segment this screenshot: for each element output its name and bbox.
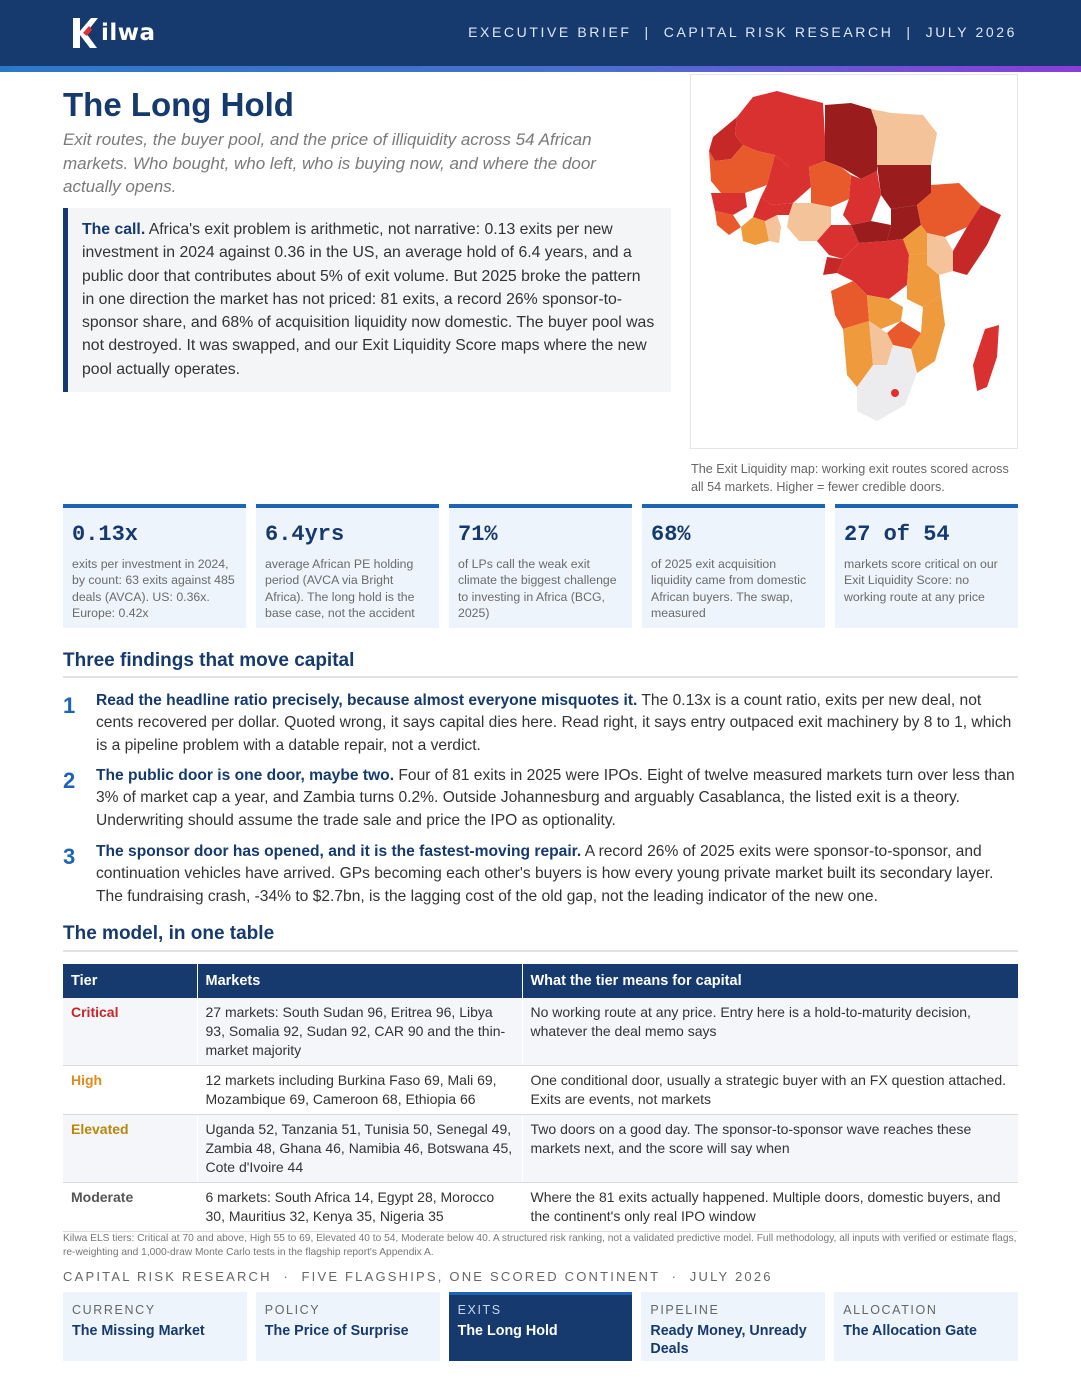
model-heading: The model, in one table <box>63 923 275 944</box>
tier-meaning: No working route at any price. Entry here is a hold-to-maturity decision, whatever the deal memo says <box>522 998 1018 1066</box>
stat-card <box>256 504 439 628</box>
finding-item <box>63 690 1018 757</box>
brand-logo[interactable] <box>70 14 156 52</box>
model-table <box>63 964 1018 1232</box>
map-region-egypt <box>871 109 937 165</box>
stat-value: 0.13x <box>72 522 139 547</box>
finding-number: 1 <box>63 693 76 718</box>
header-accent-stripe <box>0 66 1081 72</box>
flagship-title: The Allocation Gate <box>843 1323 977 1339</box>
map-region-lesotho-marker <box>891 389 899 397</box>
finding-lead: Read the headline ratio precisely, because almost everyone misquotes it. <box>96 692 638 709</box>
finding-item <box>63 765 1018 832</box>
map-region-cote-divoire <box>741 217 769 245</box>
stat-card <box>642 504 825 628</box>
table-row <box>63 1066 1018 1115</box>
flagship-category: CURRENCY <box>72 1303 156 1317</box>
column-header-tier: Tier <box>63 964 197 998</box>
tier-meaning: Two doors on a good day. The sponsor-to-sponsor wave reaches these markets next, and the score will say when <box>522 1115 1018 1183</box>
stat-value: 68% <box>651 522 691 547</box>
methodology-footnote: Kilwa ELS tiers: Critical at 70 and above, High 55 to 69, Elevated 40 to 54, Moderate below 40. A structured risk ranking, not a validated predictive model. Full methodology, all inputs with verified or estimate flags, re-weighting and 1,000-draw Monte Carlo tests in the flagship report's Appendix A. <box>63 1233 1017 1258</box>
stat-cards <box>63 504 1018 628</box>
model-divider <box>63 950 1018 952</box>
flagship-category: EXITS <box>457 1303 502 1317</box>
the-call-paragraph <box>82 218 657 381</box>
map-caption: The Exit Liquidity map: working exit routes scored across all 54 markets. Higher = fewer credible doors. <box>691 462 1009 494</box>
map-region-guinea <box>715 211 741 235</box>
kilwa-k-logo-icon <box>70 15 104 51</box>
tier-markets: Uganda 52, Tanzania 51, Tunisia 50, Senegal 49, Zambia 48, Ghana 46, Namibia 46, Botswana 45, Cote d'Ivoire 44 <box>197 1115 522 1183</box>
africa-map-svg <box>691 75 1017 448</box>
finding-text <box>96 765 1018 832</box>
the-call-label: The call. <box>82 221 146 238</box>
tier-meaning: One conditional door, usually a strategic buyer with an FX question attached. Exits are events, not markets <box>522 1066 1018 1115</box>
header-nav-text: EXECUTIVE BRIEF | CAPITAL RISK RESEARCH | JULY 2026 <box>468 24 1017 40</box>
the-call-text: Africa's exit problem is arithmetic, not narrative: 0.13 exits per new investment in 2024 against 0.36 in the US, an average hold of 6.4 years, and a public door that contributes about 5% of exit volume. But 2025 broke the pattern in one direction the market has not priced: 81 exits, a record 26% sponsor-to-sponsor share, and 68% of acquisition liquidity now domestic. The buyer pool was not destroyed. It was swapped, and our Exit Liquidity Score maps where the new pool actually operates. <box>82 221 655 378</box>
column-header-markets: Markets <box>197 964 522 998</box>
stat-description: of 2025 exit acquisition liquidity came from domestic African buyers. The swap, measured <box>651 557 807 621</box>
finding-body: A record 26% of 2025 exits were sponsor-to-sponsor, and continuation vehicles have arrived. GPs becoming each other's buyers is how every young private market built its secondary layer. The fundraising crash, -34% to $2.7bn, is the lagging cost of the old gap, not the leading indicator of the new one. <box>96 843 994 905</box>
flagship-series-nav <box>63 1292 1018 1361</box>
tier-markets: 6 markets: South Africa 14, Egypt 28, Morocco 30, Mauritius 32, Kenya 35, Nigeria 35 <box>197 1183 522 1232</box>
table-row <box>63 998 1018 1066</box>
stat-description: of LPs call the weak exit climate the biggest challenge to investing in Africa (BCG, 2025) <box>458 557 617 621</box>
stat-description: average African PE holding period (AVCA via Bright Africa). The long hold is the base case, not the accident <box>265 557 415 621</box>
stat-value: 27 of 54 <box>844 522 950 547</box>
flagship-category: POLICY <box>264 1303 321 1317</box>
page-title: The Long Hold <box>63 86 294 123</box>
flagship-title: The Price of Surprise <box>264 1323 409 1339</box>
finding-body: Four of 81 exits in 2025 were IPOs. Eight of twelve measured markets turn over less than 3% of market cap a year, and Zambia turns 0.2%. Outside Johannesburg and arguably Casablanca, the listed exit is a theory. Underwriting should assume the trade sale and price the IPO as optionality. <box>96 767 1015 829</box>
findings-divider <box>63 676 1018 678</box>
table-row <box>63 1115 1018 1183</box>
finding-lead: The public door is one door, maybe two. <box>96 767 395 784</box>
stat-description: markets score critical on our Exit Liquidity Score: no working route at any price <box>844 557 998 604</box>
flagship-tile-exits[interactable] <box>449 1292 633 1361</box>
exit-liquidity-map <box>690 74 1018 449</box>
finding-item <box>63 841 1018 908</box>
header-bar <box>0 0 1081 66</box>
page-subtitle: Exit routes, the buyer pool, and the price of illiquidity across 54 African markets. Who bought, who left, who is buying now, and where the door actually opens. <box>63 130 596 196</box>
flagship-category: ALLOCATION <box>843 1303 938 1317</box>
stat-description: exits per investment in 2024, by count: 63 exits against 485 deals (AVCA). US: 0.36x. Europe: 0.42x <box>72 557 235 621</box>
finding-text <box>96 690 1018 757</box>
finding-body: The 0.13x is a count ratio, exits per new deal, not cents recovered per dollar. Quoted wrong, it says capital dies here. Read right, it says entry outpaced exit machinery by 8 to 1, which is a pipeline problem with a datable repair, not a verdict. <box>96 692 1012 754</box>
flagship-title: Ready Money, Unready Deals <box>650 1323 807 1357</box>
findings-heading: Three findings that move capital <box>63 650 355 671</box>
stat-card <box>63 504 246 628</box>
stat-card <box>449 504 632 628</box>
column-header-meaning: What the tier means for capital <box>522 964 1018 998</box>
finding-lead: The sponsor door has opened, and it is the fastest-moving repair. <box>96 843 582 860</box>
stat-value: 71% <box>458 522 498 547</box>
finding-number: 3 <box>63 844 76 869</box>
flagship-tile-pipeline[interactable] <box>641 1292 825 1361</box>
stat-value: 6.4yrs <box>265 522 345 547</box>
table-header-row <box>63 964 1018 998</box>
map-region-madagascar <box>973 325 999 391</box>
flagship-tile-allocation[interactable] <box>834 1292 1018 1361</box>
tier-critical: Critical <box>63 998 197 1066</box>
tier-markets: 12 markets including Burkina Faso 69, Mali 69, Mozambique 69, Cameroon 68, Ethiopia 66 <box>197 1066 522 1115</box>
brand-name: ilwa <box>101 20 156 46</box>
stat-card <box>835 504 1018 628</box>
table-row <box>63 1183 1018 1232</box>
flagship-title: The Long Hold <box>457 1323 558 1339</box>
finding-number: 2 <box>63 768 76 793</box>
the-call-box <box>63 208 671 392</box>
flagship-tile-policy[interactable] <box>256 1292 440 1361</box>
tier-moderate: Moderate <box>63 1183 197 1232</box>
tier-meaning: Where the 81 exits actually happened. Multiple doors, domestic buyers, and the continent's only real IPO window <box>522 1183 1018 1232</box>
tier-elevated: Elevated <box>63 1115 197 1183</box>
finding-text <box>96 841 1018 908</box>
flagship-title: The Missing Market <box>72 1323 205 1339</box>
footer-series-line: CAPITAL RISK RESEARCH · FIVE FLAGSHIPS, ONE SCORED CONTINENT · JULY 2026 <box>63 1269 773 1284</box>
tier-markets: 27 markets: South Sudan 96, Eritrea 96, Libya 93, Somalia 92, Sudan 92, CAR 90 and the thin-market majority <box>197 998 522 1066</box>
flagship-category: PIPELINE <box>650 1303 720 1317</box>
flagship-tile-currency[interactable] <box>63 1292 247 1361</box>
tier-high: High <box>63 1066 197 1115</box>
